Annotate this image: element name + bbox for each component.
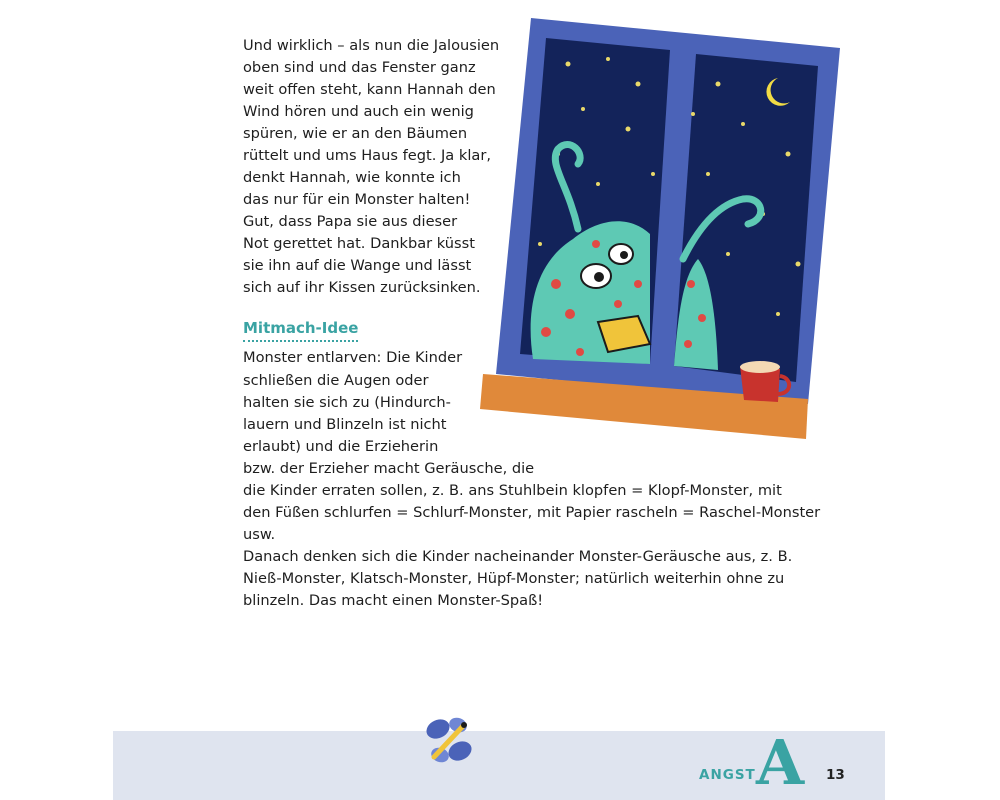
story-line: sich auf ihr Kissen zurücksinken. [243, 279, 481, 296]
idea-line: Nieß-Monster, Klatsch-Monster, Hüpf-Monster; natürlich weiterhin ohne zu [243, 570, 785, 587]
idea-line: schließen die Augen oder [243, 372, 429, 389]
idea-line: Monster entlarven: Die Kinder [243, 349, 463, 366]
story-line: sie ihn auf die Wange und lässt [243, 257, 472, 274]
page-number: 13 [826, 767, 845, 783]
chapter-letter: A [756, 726, 805, 799]
idea-line: usw. [243, 526, 276, 543]
idea-line: lauern und Blinzeln ist nicht [243, 416, 447, 433]
story-line: Wind hören und auch ein wenig [243, 103, 474, 120]
story-line: oben sind und das Fenster ganz [243, 59, 476, 76]
story-line: rüttelt und ums Haus fegt. Ja klar, [243, 147, 491, 164]
idea-line: die Kinder erraten sollen, z. B. ans Stuhlbein klopfen = Klopf-Monster, mit [243, 482, 782, 499]
story-line: Not gerettet hat. Dankbar küsst [243, 235, 475, 252]
window-monster-illustration [478, 14, 843, 444]
story-line: das nur für ein Monster halten! [243, 191, 471, 208]
section-heading: Mitmach-Idee [243, 318, 358, 342]
idea-line: Danach denken sich die Kinder nacheinander Monster-Geräusche aus, z. B. [243, 548, 793, 565]
idea-line: bzw. der Erzieher macht Geräusche, die [243, 460, 535, 477]
idea-line: blinzeln. Das macht einen Monster-Spaß! [243, 592, 544, 609]
idea-line: den Füßen schlurfen = Schlurf-Monster, mit Papier rascheln = Raschel-Monster [243, 504, 821, 521]
idea-line: halten sie sich zu (Hindurch- [243, 394, 451, 411]
butterfly-icon [424, 713, 476, 767]
story-line: spüren, wie er an den Bäumen [243, 125, 468, 142]
story-line: Und wirklich – als nun die Jalousien [243, 37, 500, 54]
story-line: denkt Hannah, wie konnte ich [243, 169, 461, 186]
story-line: Gut, dass Papa sie aus dieser [243, 213, 458, 230]
story-line: weit offen steht, kann Hannah den [243, 81, 496, 98]
idea-line: erlaubt) und die Erzieherin [243, 438, 439, 455]
chapter-label: ANGST [699, 767, 756, 783]
